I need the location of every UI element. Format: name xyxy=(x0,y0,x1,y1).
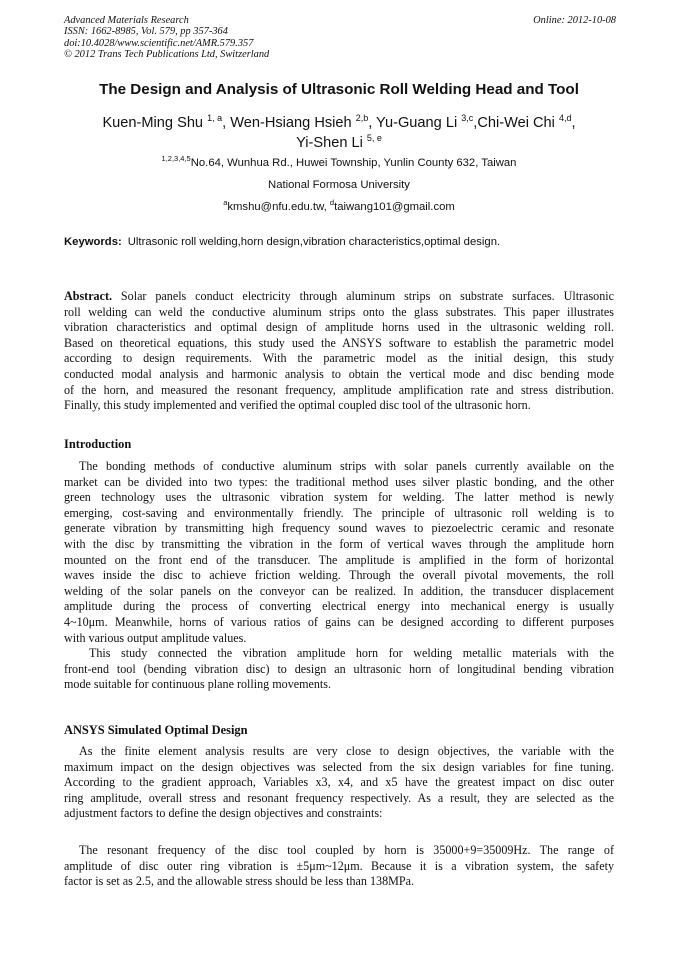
abstract xyxy=(64,289,614,414)
abstract-label: Abstract. xyxy=(64,289,113,303)
text-line: front-end tool (bending vibration disc) to design an ultrasonic horn of longitudinal bending vibration xyxy=(64,661,614,676)
affiliation-address xyxy=(40,154,638,169)
text-line: amplitude of disc outer ring vibration is ±5μm~12μm. Because it is a vibration system, the safety xyxy=(64,858,614,873)
text-line: The resonant frequency of the disc tool coupled by horn is 35000+9=35009Hz. The range of xyxy=(79,843,614,857)
journal-header xyxy=(64,15,616,61)
author-name: Kuen-Ming Shu xyxy=(102,115,208,131)
keywords-label: Keywords: xyxy=(64,236,122,248)
text-line: emerging, cost-saving and environmentally friendly. The principle of ultrasonic roll welding is to xyxy=(64,505,614,520)
abstract-line: Solar panels conduct electricity through aluminum strips on substrate surfaces. Ultrasonic xyxy=(112,289,614,303)
doi-line: doi:10.4028/www.scientific.net/AMR.579.357 xyxy=(64,37,254,49)
email-sup: a xyxy=(223,198,228,207)
ansys-paragraph-1 xyxy=(64,744,614,822)
address-text: No.64, Wunhua Rd., Huwei Township, Yunlin County 632, Taiwan xyxy=(190,157,517,169)
author-affil: 1, a xyxy=(207,113,223,123)
email-sup: d xyxy=(329,198,335,207)
issn-line: ISSN: 1662-8985, Vol. 579, pp 357-364 xyxy=(64,26,228,38)
abstract-line: Based on theoretical equations, this study used the ANSYS software to establish the parametric model xyxy=(64,335,614,350)
keywords-text: Ultrasonic roll welding,horn design,vibration characteristics,optimal design. xyxy=(127,236,501,248)
affiliation-emails xyxy=(40,198,638,213)
introduction-paragraph-1 xyxy=(64,459,614,693)
text-line: market can be divided into two types: the traditional method uses silver plastic bonding, and the other xyxy=(64,474,614,489)
author-affil: 2,b xyxy=(355,113,369,123)
text-line: ring amplitude, overall stress and resonant frequency respectively. As a result, they are selected as the xyxy=(64,790,614,805)
paper-title: The Design and Analysis of Ultrasonic Roll Welding Head and Tool xyxy=(99,81,579,98)
abstract-line: vibration characteristics and optimal design of amplitude horns used in the ultrasonic welding roll. xyxy=(64,320,614,335)
affiliation-sup: 1,2,3,4,5 xyxy=(161,154,191,163)
abstract-line: conducted modal analysis and harmonic analysis to obtain the vertical mode and disc bending mode xyxy=(64,366,614,381)
author-separator: , xyxy=(571,115,576,131)
text-line: with various output amplitude values. xyxy=(64,630,247,645)
section-heading-introduction: Introduction xyxy=(64,437,132,451)
section-heading-ansys: ANSYS Simulated Optimal Design xyxy=(64,723,248,737)
email-link[interactable]: taiwang101@gmail.com xyxy=(334,201,455,213)
keywords xyxy=(64,236,624,248)
author-affil: 3,c xyxy=(461,113,474,123)
author-name: , Yu-Guang Li xyxy=(368,115,462,131)
text-line: welding of the solar panels on the conveyor can be realized. In addition, the transducer displacement xyxy=(64,583,614,598)
abstract-line: roll welding can weld the conductive aluminum strips onto the glass substrates. This paper illustrates xyxy=(64,304,614,319)
online-date: Online: 2012-10-08 xyxy=(533,15,616,26)
text-line: generate vibration by transmitting high frequency sound waves to piezoelectric ceramic and resonate xyxy=(64,521,614,536)
abstract-line: Finally, this study implemented and verified the optimal coupled disc tool of the ultrasonic horn. xyxy=(64,398,531,413)
text-line: 4~10μm. Meanwhile, horns of various ratios of gains can be designed according to different purposes xyxy=(64,614,614,629)
author-name: , Wen-Hsiang Hsieh xyxy=(222,115,356,131)
author-affil: 5, e xyxy=(366,132,382,143)
abstract-line: of the horn, and measured the resonant frequency, amplitude amplification rate and stress distribution. xyxy=(64,382,614,397)
text-line: The bonding methods of conductive aluminum strips with solar panels currently available on the xyxy=(79,459,614,473)
journal-name: Advanced Materials Research xyxy=(64,15,189,26)
abstract-line: according to design requirements. With the parametric model as the initial design, this study xyxy=(64,351,614,366)
text-line: As the finite element analysis results are very close to design objectives, the variable with the xyxy=(79,744,614,758)
author-affil: 4,d xyxy=(558,113,572,123)
text-line: factor is set as 2.5, and the allowable stress should be less than 138MPa. xyxy=(64,874,414,889)
affiliation-university: National Formosa University xyxy=(268,179,410,191)
text-line: This study connected the vibration amplitude horn for welding metallic materials with the xyxy=(89,646,614,661)
ansys-paragraph-2 xyxy=(64,843,614,890)
text-line: green technology uses the ultrasonic vibration system for welding. The latter method is newly xyxy=(64,490,614,505)
text-line: According to the gradient approach, Variables x3, x4, and x5 have the greatest impact on disc outer xyxy=(64,775,614,790)
author-list xyxy=(40,114,638,153)
copyright-line: © 2012 Trans Tech Publications Ltd, Switzerland xyxy=(64,49,270,61)
text-line: maximum impact on the design objectives was selected from the six design variables for fine tuning. xyxy=(64,759,614,774)
text-line: waves inside the disc to achieve friction welding. Through the overall pivotal movements, the roll xyxy=(64,568,614,583)
text-line: adjustment factors to define the design objectives and constraints: xyxy=(64,806,383,821)
text-line: amplitude during the process of converting electrical energy into mechanical energy is usually xyxy=(64,599,614,614)
email-link[interactable]: kmshu@nfu.edu.tw, xyxy=(227,201,330,213)
author-name: ,Chi-Wei Chi xyxy=(473,115,559,131)
text-line: mode suitable for continuous plane rolling movements. xyxy=(64,677,332,692)
author-name: Yi-Shen Li xyxy=(296,134,367,151)
text-line: mounted on the front end of the transducer. The amplitude is amplified in the form of horizontal xyxy=(64,552,614,567)
text-line: with the disc by transmitting the vibration in the form of vertical waves through the amplitude horn xyxy=(64,536,614,551)
